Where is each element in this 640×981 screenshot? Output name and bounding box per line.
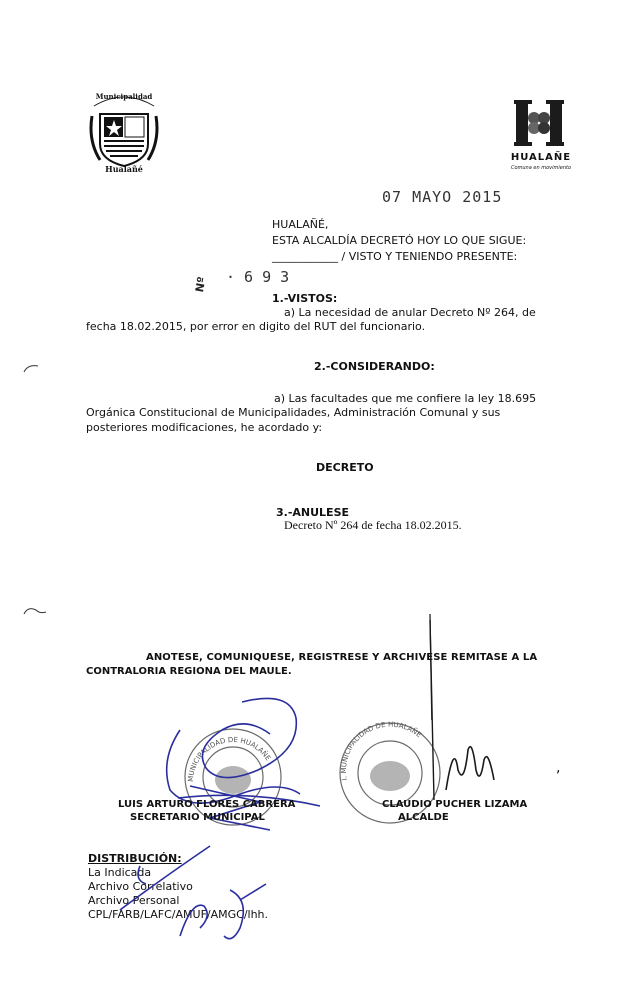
vistos-line-2: fecha 18.02.2015, por error en digito del RUT del funcionario. xyxy=(86,320,426,333)
mayor-name: CLAUDIO PUCHER LIZAMA xyxy=(382,799,528,810)
coat-of-arms-top-text: Municipalidad xyxy=(95,92,153,101)
intro-place: HUALAÑÉ, xyxy=(272,218,329,231)
decree-number: · 6 9 3 xyxy=(226,268,290,286)
intro-statement: ESTA ALCALDÍA DECRETÓ HOY LO QUE SIGUE: xyxy=(272,234,527,247)
mayor-title: ALCALDE xyxy=(398,812,449,823)
hualane-h-logo-icon xyxy=(514,98,564,148)
secretary-title: SECRETARIO MUNICIPAL xyxy=(130,812,265,823)
vistos-line-1: a) La necesidad de anular Decreto Nº 264, de xyxy=(284,306,536,319)
signature-comma: , xyxy=(556,760,561,776)
distribution-item: Archivo Personal xyxy=(88,894,180,907)
distribution-initials xyxy=(100,840,300,950)
coat-of-arms-bottom-text: Hualañé xyxy=(105,164,143,174)
mayor-signature-strokes xyxy=(424,620,504,800)
date-stamp: 07 MAYO 2015 xyxy=(382,188,503,206)
secretary-stamp-text: MUNICIPALIDAD DE HUALAÑE xyxy=(186,735,273,783)
intro-visto-blank: ____________ xyxy=(272,250,338,263)
hualane-logo-tagline: Comuna en movimiento xyxy=(510,165,572,171)
distribution-item: La Indicada xyxy=(88,866,152,879)
mayor-stamp-text: I. MUNICIPALIDAD DE HUALAÑE xyxy=(339,720,423,782)
distribution-item: CPL/FARB/LAFC/AMUF/AMGC/lhh. xyxy=(88,908,269,921)
secretary-name: LUIS ARTURO FLORES CABRERA xyxy=(118,799,296,810)
considerando-heading: 2.-CONSIDERANDO: xyxy=(314,360,435,373)
hualane-logo-name: HUALAÑE xyxy=(510,152,572,163)
distribution-heading: DISTRIBUCIÓN: xyxy=(88,852,182,865)
considerando-line-3: posteriores modificaciones, he acordado y: xyxy=(86,421,323,434)
anulese-text: Decreto Nº 264 de fecha 18.02.2015. xyxy=(284,518,462,532)
hualane-logo xyxy=(506,98,576,172)
closing-line-2: CONTRALORIA REGIONA DEL MAULE. xyxy=(86,666,292,677)
vistos-heading: 1.-VISTOS: xyxy=(272,292,338,305)
decree-number-prefix: Nº xyxy=(192,275,209,294)
intro-visto-text: / VISTO Y TENIENDO PRESENTE: xyxy=(341,250,518,263)
considerando-line-1: a) Las facultades que me confiere la ley 18.695 xyxy=(274,392,537,405)
intro-visto xyxy=(272,250,517,264)
margin-mark-bottom xyxy=(22,604,50,618)
anulese-heading: 3.-ANULESE xyxy=(276,506,350,519)
decreto-heading: DECRETO xyxy=(316,461,374,474)
considerando-line-2: Orgánica Constitucional de Municipalidades, Administración Comunal y sus xyxy=(86,406,501,419)
distribution-item: Archivo Correlativo xyxy=(88,880,193,893)
margin-mark-top xyxy=(22,362,42,376)
closing-line-1: ANOTESE, COMUNIQUESE, REGISTRESE Y ARCHIVESE REMITASE A LA xyxy=(146,652,538,663)
municipal-coat-of-arms xyxy=(86,86,162,178)
